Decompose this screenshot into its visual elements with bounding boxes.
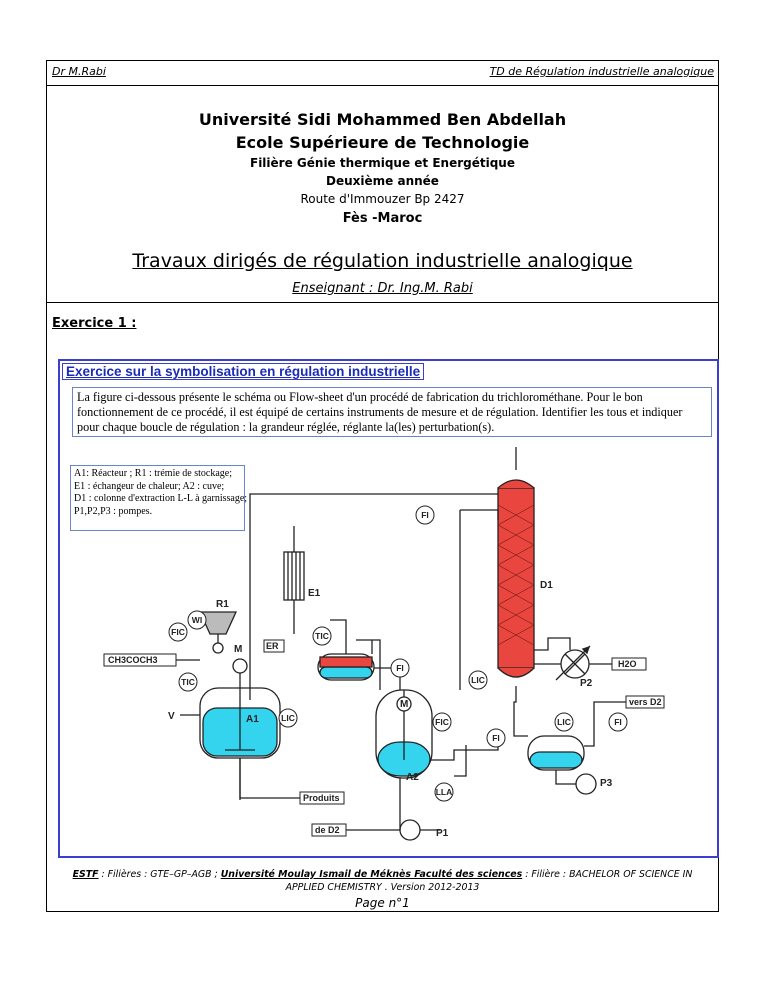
header-author: Dr M.Rabi	[52, 65, 106, 78]
pump-p3	[576, 774, 596, 794]
filiere: Filière Génie thermique et Energétique	[250, 156, 515, 170]
label-d1: D1	[540, 580, 553, 591]
svg-text:TIC: TIC	[315, 631, 329, 641]
column-d1-bottom	[498, 668, 534, 677]
label-v: V	[168, 711, 175, 722]
instrument-tic-a1	[179, 673, 197, 691]
instrument-fi-top	[416, 506, 434, 524]
svg-text:LIC: LIC	[557, 717, 571, 727]
svg-text:FI: FI	[492, 733, 500, 743]
school-name: Ecole Supérieure de Technologie	[235, 133, 530, 152]
teacher: Enseignant : Dr. Ing.M. Rabi	[292, 281, 473, 296]
svg-text:TIC: TIC	[181, 677, 195, 687]
label-motor-a1: M	[234, 644, 243, 655]
svg-text:FI: FI	[421, 510, 429, 520]
legend-line: D1 : colonne d'extraction L-L à garnissage;	[74, 493, 248, 504]
stream-h2o: H2O	[618, 659, 637, 669]
legend-line: P1,P2,P3 : pompes.	[74, 505, 153, 517]
svg-text:FI: FI	[396, 663, 404, 673]
city: Fès -Maroc	[342, 211, 423, 226]
footer	[46, 868, 719, 894]
stream-vers-d2: vers D2	[629, 697, 662, 707]
instrument-tic-e1	[313, 627, 331, 645]
figure-legend	[70, 465, 248, 531]
stream-produits: Produits	[303, 793, 340, 803]
instrument-fi-mid	[391, 659, 409, 677]
footer-filieres: : Filières : GTE–GP–AGB ;	[98, 869, 221, 880]
instrument-wi	[188, 611, 206, 629]
address: Route d'Immouzer Bp 2427	[300, 192, 465, 206]
figure-instructions: La figure ci-dessous présente le schéma ou Flow-sheet d'un procédé de fabrication du trichlorométhane. Pour le bon fonctionnement de ce procédé, il est équipé de certains instruments de mesure et de régulation. Identifier les tous et indiquer pour chaque boucle de régulation : la grandeur réglée, réglante la(les) perturbation(s).	[72, 387, 712, 437]
year: Deuxième année	[326, 174, 439, 188]
stream-de-d2: de D2	[315, 825, 340, 835]
legend-line: E1 : échangeur de chaleur; A2 : cuve;	[74, 480, 225, 492]
label-p1: P1	[436, 828, 449, 839]
instrument-lic-d2	[555, 713, 573, 731]
label-motor-a2: M	[400, 699, 409, 710]
page-title: Travaux dirigés de régulation industrielle analogique	[132, 250, 633, 272]
instrument-lic-d1	[469, 671, 487, 689]
label-a1: A1	[246, 714, 259, 725]
instrument-lic-a1	[279, 709, 297, 727]
footer-bachelor: : Filière : BACHELOR OF SCIENCE IN	[522, 869, 693, 880]
label-e1: E1	[308, 588, 321, 599]
label-a2: A2	[406, 772, 419, 783]
legend-line: A1: Réacteur ; R1 : trémie de stockage;	[74, 468, 233, 479]
footer-estf: ESTF	[72, 869, 99, 880]
label-p2: P2	[580, 678, 593, 689]
footer-university: Université Moulay Ismail de Méknès Faculté des sciences	[220, 869, 523, 880]
figure-title: Exercice sur la symbolisation en régulation industrielle	[62, 363, 424, 380]
instrument-lla	[435, 783, 453, 801]
svg-text:LIC: LIC	[281, 713, 295, 723]
instrument-fi-d2	[609, 713, 627, 731]
instrument-fic-a1	[169, 623, 187, 641]
instrument-fic-a2	[433, 713, 451, 731]
university-name: Université Sidi Mohammed Ben Abdellah	[198, 110, 567, 129]
column-d1-top	[498, 480, 534, 488]
svg-text:LLA: LLA	[435, 787, 453, 797]
header-course: TD de Régulation industrielle analogique	[489, 65, 714, 78]
svg-text:LIC: LIC	[471, 675, 485, 685]
instrument-fi-a2	[487, 729, 505, 747]
svg-text:FIC: FIC	[171, 627, 185, 637]
exercise-label: Exercice 1 :	[52, 316, 137, 331]
pump-p1	[400, 820, 420, 840]
page-number: Page n°1	[355, 896, 410, 910]
footer-version: APPLIED CHEMISTRY . Version 2012-2013	[285, 882, 480, 893]
stream-er: ER	[266, 641, 279, 651]
exchanger-e1	[284, 552, 304, 600]
label-p3: P3	[600, 778, 613, 789]
svg-text:FIC: FIC	[435, 717, 449, 727]
svg-text:WI: WI	[191, 615, 203, 625]
svg-text:FI: FI	[614, 717, 622, 727]
stream-ch3coch3: CH3COCH3	[108, 655, 158, 665]
label-r1: R1	[216, 599, 229, 610]
